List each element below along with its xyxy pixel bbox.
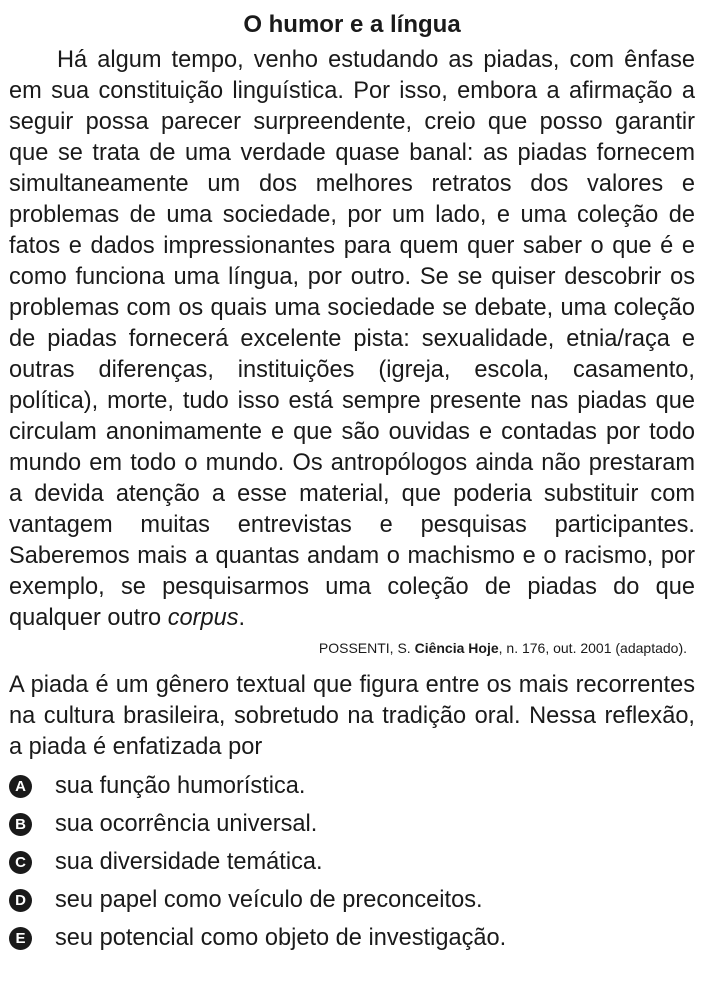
passage-title: O humor e a língua bbox=[243, 11, 461, 38]
option-text: seu papel como veículo de preconceitos. bbox=[55, 886, 483, 913]
option-text: sua diversidade temática. bbox=[55, 848, 323, 875]
option-text: sua função humorística. bbox=[55, 772, 306, 799]
option-e[interactable] bbox=[9, 919, 695, 957]
passage-italic-word: corpus bbox=[167, 605, 239, 631]
passage-end: . bbox=[238, 605, 246, 631]
option-letter-badge: E bbox=[9, 927, 32, 950]
option-letter-badge: C bbox=[9, 851, 32, 874]
passage-text bbox=[9, 45, 695, 634]
source-citation bbox=[9, 638, 687, 658]
option-letter-badge: D bbox=[9, 889, 32, 912]
passage-body: Há algum tempo, venho estudando as piadas, com ênfase em sua constituição linguística. Por isso, embora a afirmação a seguir possa parecer surpreendente, creio que posso garantir que se trata de uma verdade quase banal: as piadas fornecem simultaneamente um dos melhores retratos dos valores e problemas de uma sociedade, por um lado, e uma coleção de fatos e dados impressionantes para quem quer saber o que é e como funciona uma língua, por outro. Se se quiser descobrir os problemas com os quais uma sociedade se debate, uma coleção de piadas fornecerá excelente pista: sexualidade, etnia/raça e outras diferenças, instituições (igreja, escola, casamento, política), morte, tudo isso está sempre presente nas piadas que circulam anonimamente e que são ouvidas e contadas por todo mundo em todo o mundo. Os antropólogos ainda não prestaram a devida atenção a esse material, que poderia substituir com vantagem muitas entrevistas e pesquisas participantes. Saberemos mais a quantas andam o machismo e o racismo, por exemplo, se pesquisarmos uma coleção de piadas do que qualquer outro bbox=[9, 47, 695, 631]
option-b[interactable] bbox=[9, 805, 695, 843]
option-text: seu potencial como objeto de investigação. bbox=[55, 924, 507, 951]
option-text: sua ocorrência universal. bbox=[55, 810, 318, 837]
question-text: A piada é um gênero textual que figura entre os mais recorrentes na cultura brasileira, sobretudo na tradição oral. Nessa reflexão, a piada é enfatizada por bbox=[9, 672, 695, 760]
source-author: POSSENTI, S. bbox=[318, 640, 415, 656]
option-letter-badge: B bbox=[9, 813, 32, 836]
option-d[interactable] bbox=[9, 881, 695, 919]
source-details: , n. 176, out. 2001 (adaptado). bbox=[498, 640, 687, 656]
option-letter-badge: A bbox=[9, 775, 32, 798]
option-c[interactable] bbox=[9, 843, 695, 881]
source-publication: Ciência Hoje bbox=[414, 640, 499, 656]
answer-options bbox=[9, 767, 695, 957]
option-a[interactable] bbox=[9, 767, 695, 805]
